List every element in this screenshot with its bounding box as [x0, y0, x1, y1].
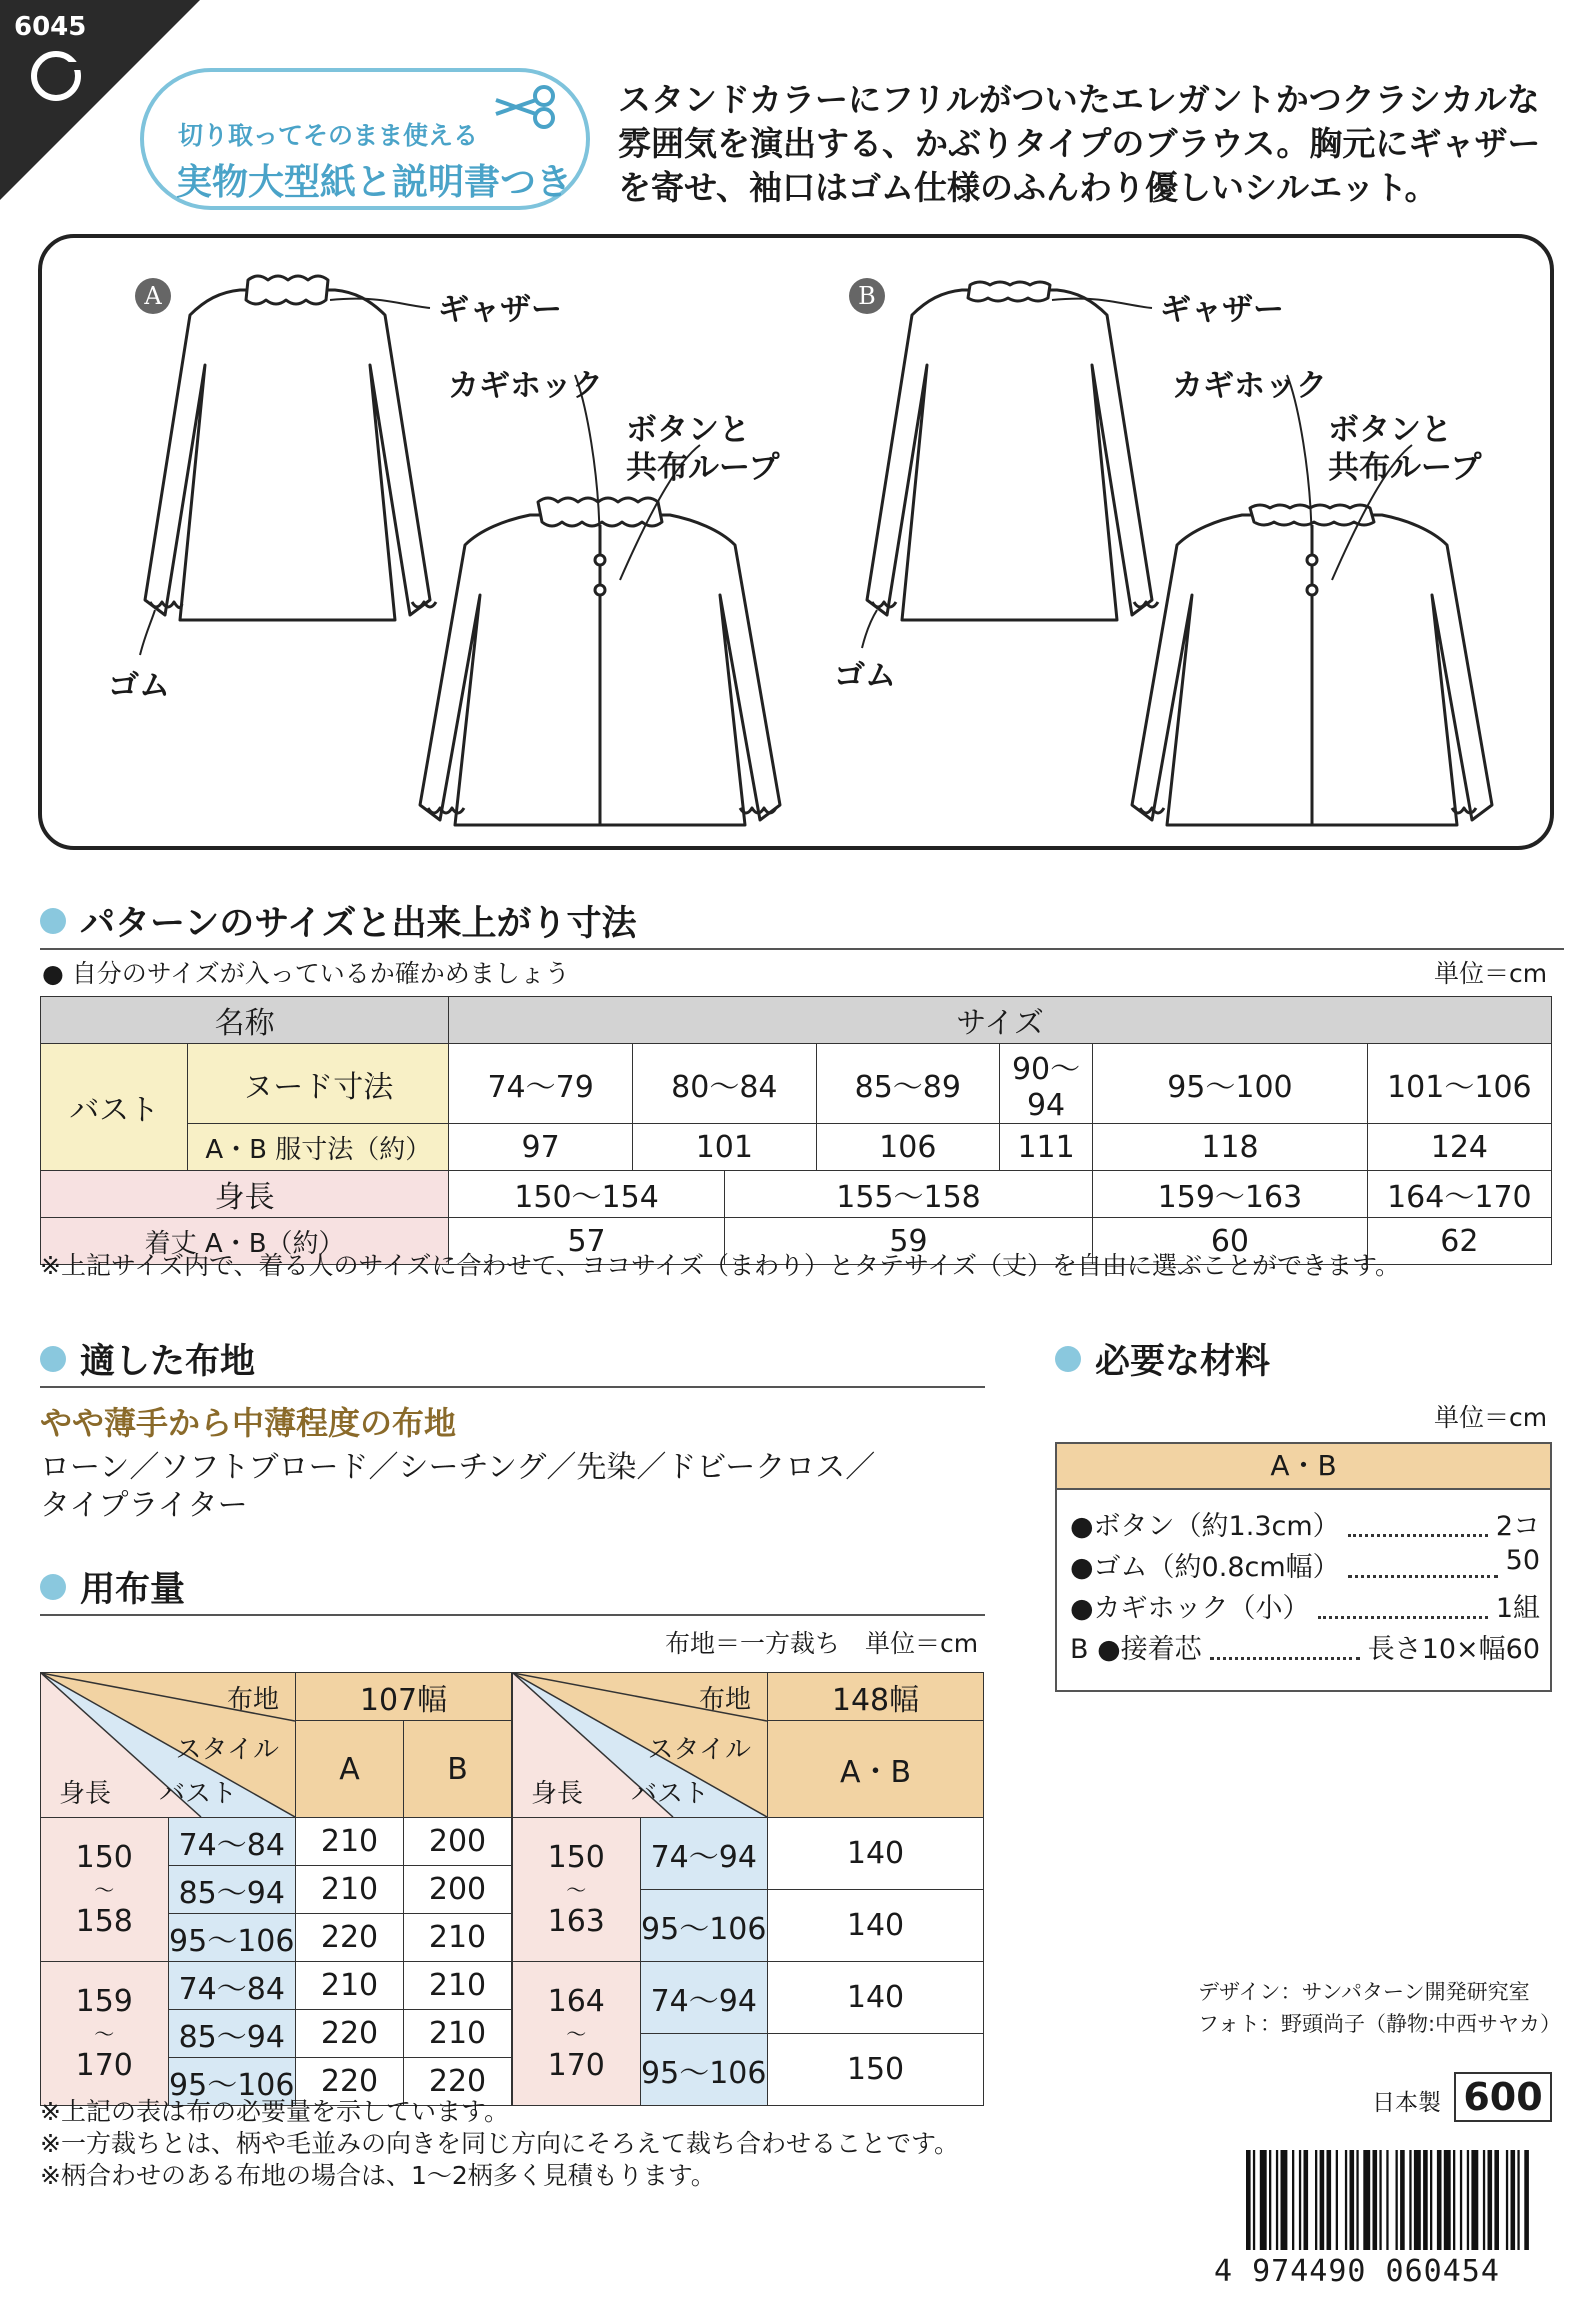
value-cell: 140 — [768, 1818, 984, 1890]
garment-label: A・B 服寸法（約） — [188, 1124, 449, 1171]
diag-fabric: 布地 — [698, 1685, 751, 1715]
value-cell: 200 — [404, 1866, 512, 1914]
barcode — [1246, 2150, 1552, 2268]
bust-cell: 74〜84 — [168, 1818, 296, 1866]
garment-4: 111 — [1000, 1124, 1093, 1171]
barcode-bar — [1363, 2150, 1370, 2250]
material-item: ●カギホック（小） 1組 — [1070, 1586, 1540, 1627]
diag-header-2 — [513, 1673, 768, 1818]
made-in: 日本製 — [1372, 2090, 1441, 2116]
value-cell: 210 — [296, 1962, 404, 2010]
garment-6: 124 — [1367, 1124, 1551, 1171]
barcode-number: 4 974490 060454 — [1214, 2254, 1500, 2289]
barcode-bar — [1379, 2150, 1381, 2250]
materials-header: A・B — [1055, 1442, 1552, 1490]
nude-4: 90〜94 — [1000, 1044, 1093, 1124]
barcode-bar — [1304, 2150, 1309, 2250]
width-148: 148幅 — [768, 1673, 984, 1721]
fabric-section-rule — [40, 1386, 985, 1388]
col-ab: A・B — [768, 1721, 984, 1818]
size-section-rule — [40, 948, 1564, 950]
barcode-bar — [1373, 2150, 1378, 2250]
barcode-bar — [1453, 2150, 1455, 2250]
nude-6: 101〜106 — [1367, 1044, 1551, 1124]
barcode-bar — [1471, 2150, 1478, 2250]
length-1: 57 — [449, 1218, 725, 1265]
label-gather-a: ギャザー — [438, 292, 562, 328]
barcode-bar — [1444, 2150, 1451, 2250]
barcode-bar — [1494, 2150, 1499, 2250]
materials-section-title: 必要な材料 — [1055, 1334, 1270, 1384]
bust-cell: 85〜94 — [168, 2010, 296, 2058]
yardage-unit: 布地＝一方裁ち 単位＝cm — [665, 1629, 979, 1658]
height-group-1: 150 〜 163 — [513, 1818, 641, 1962]
label-button-a-1: ボタンと — [626, 412, 750, 448]
value-cell: 150 — [768, 2034, 984, 2106]
blouse-b-back — [867, 282, 1158, 620]
style-a-marker: A — [135, 278, 171, 314]
diag-height: 身長 — [59, 1779, 112, 1809]
barcode-bar — [1430, 2150, 1432, 2250]
col-a: A — [296, 1721, 404, 1818]
label-gather-b: ギャザー — [1160, 292, 1284, 328]
size-unit: 単位＝cm — [1434, 959, 1548, 988]
yardage-note: ※柄合わせのある布地の場合は、1〜2柄多く見積もります。 — [40, 2161, 716, 2190]
bust-cell: 95〜106 — [640, 1890, 768, 1962]
barcode-bar — [1246, 2150, 1251, 2250]
diag-header-1 — [41, 1673, 296, 1818]
nude-1: 74〜79 — [449, 1044, 633, 1124]
size-footnote: ※上記サイズ内で、着る人のサイズに合わせて、ヨコサイズ（まわり）とタテサイズ（丈）を自由に選ぶことができます。 — [40, 1251, 1400, 1280]
nude-2: 80〜84 — [633, 1044, 816, 1124]
diag-style: スタイル — [175, 1735, 279, 1765]
height-group-1: 150 〜 158 — [41, 1818, 169, 1962]
value-cell: 220 — [296, 2058, 404, 2106]
bust-cell: 95〜106 — [640, 2034, 768, 2106]
height-4: 164〜170 — [1367, 1171, 1551, 1218]
height-1: 150〜154 — [449, 1171, 725, 1218]
product-code: 6045 — [14, 12, 87, 42]
style-b-marker: B — [849, 278, 885, 314]
barcode-bar — [1253, 2150, 1255, 2250]
length-3: 60 — [1093, 1218, 1368, 1265]
yardage-section-title: 用布量 — [40, 1562, 185, 1612]
yardage-note: ※上記の表は布の必要量を示しています。 — [40, 2097, 509, 2126]
value-cell: 220 — [296, 2010, 404, 2058]
height-group-2: 164 〜 170 — [513, 1962, 641, 2106]
barcode-bar — [1315, 2150, 1317, 2250]
col-b: B — [404, 1721, 512, 1818]
length-2: 59 — [724, 1218, 1092, 1265]
blouse-a-back — [145, 276, 436, 620]
size-subtitle: ● 自分のサイズが入っているか確かめましょう — [42, 959, 570, 988]
value-cell: 140 — [768, 1890, 984, 1962]
diag-height: 身長 — [531, 1779, 584, 1809]
fabric-weight: やや薄手から中薄程度の布地 — [40, 1404, 457, 1442]
value-cell: 220 — [404, 2058, 512, 2106]
barcode-bar — [1396, 2150, 1398, 2250]
value-cell: 200 — [404, 1818, 512, 1866]
barcode-bar — [1460, 2150, 1462, 2250]
bust-cell: 95〜106 — [168, 1914, 296, 1962]
materials-unit: 単位＝cm — [1434, 1403, 1548, 1432]
diag-bust: バスト — [631, 1779, 710, 1809]
label-hook-a: カギホック — [448, 368, 603, 404]
garment-5: 118 — [1093, 1124, 1368, 1171]
barcode-bar — [1276, 2150, 1278, 2250]
materials-list — [1070, 1504, 1540, 1668]
intro-text: スタンドカラーにフリルがついたエレガントかつクラシカルな雰囲気を演出する、かぶりタイプのブラウス。胸元にギャザーを寄せ、袖口はゴム仕様のふんわり優しいシルエット。 — [618, 80, 1541, 207]
garment-1: 97 — [449, 1124, 633, 1171]
bust-cell: 74〜94 — [640, 1818, 768, 1890]
label-hook-b: カギホック — [1172, 368, 1327, 404]
label-button-b-2: 共布ループ — [1328, 450, 1482, 486]
value-cell: 210 — [404, 1962, 512, 2010]
value-cell: 210 — [296, 1866, 404, 1914]
value-cell: 210 — [296, 1818, 404, 1866]
yardage-table-107 — [40, 1672, 512, 2106]
header-name: 名称 — [41, 997, 449, 1044]
barcode-bar — [1506, 2150, 1508, 2250]
height-group-2: 159 〜 170 — [41, 1962, 169, 2106]
label-button-a-2: 共布ループ — [626, 450, 780, 486]
value-cell: 220 — [296, 1914, 404, 1962]
header-size: サイズ — [449, 997, 1552, 1044]
barcode-bar — [1320, 2150, 1325, 2250]
barcode-bar — [1260, 2150, 1267, 2250]
yardage-notes — [40, 2096, 959, 2192]
diag-fabric: 布地 — [226, 1685, 279, 1715]
barcode-bar — [1281, 2150, 1288, 2250]
diag-style: スタイル — [647, 1735, 751, 1765]
label-button-b-1: ボタンと — [1328, 412, 1452, 448]
diag-bust: バスト — [159, 1779, 238, 1809]
barcode-bar — [1423, 2150, 1428, 2250]
credit-photo: フォト：野頭尚子（静物:中西サヤカ） — [1198, 2012, 1562, 2036]
bust-cell: 95〜106 — [168, 2058, 296, 2106]
bust-cell: 74〜94 — [640, 1962, 768, 2034]
credits — [1198, 1976, 1561, 2040]
badge-line1: 切り取ってそのまま使える — [178, 121, 479, 150]
barcode-bar — [1400, 2150, 1405, 2250]
barcode-bar — [1327, 2150, 1332, 2250]
label-elastic-b: ゴム — [834, 658, 896, 694]
value-cell: 210 — [404, 2010, 512, 2058]
price-box: 600 — [1454, 2072, 1552, 2122]
size-table — [40, 996, 1552, 1265]
value-cell: 140 — [768, 1962, 984, 2034]
length-4: 62 — [1367, 1218, 1551, 1265]
barcode-bar — [1467, 2150, 1469, 2250]
label-elastic-a: ゴム — [108, 668, 170, 704]
barcode-bar — [1336, 2150, 1338, 2250]
barcode-bar — [1269, 2150, 1271, 2250]
scissors-icon — [490, 82, 560, 132]
yardage-note: ※一方裁ちとは、柄や毛並みの向きを同じ方向にそろえて裁ち合わせることです。 — [40, 2129, 959, 2158]
nude-3: 85〜89 — [816, 1044, 999, 1124]
barcode-bar — [1386, 2150, 1388, 2250]
nude-label: ヌード寸法 — [188, 1044, 449, 1124]
fabric-types-2: タイプライター — [40, 1488, 248, 1523]
bust-cell: 85〜94 — [168, 1866, 296, 1914]
height-label: 身長 — [41, 1171, 449, 1218]
credit-design: デザイン：サンパターン開発研究室 — [1198, 1980, 1530, 2004]
barcode-bar — [1299, 2150, 1301, 2250]
length-label: 着丈 A・B（約） — [41, 1218, 449, 1265]
material-item: B ●接着芯 長さ10×幅60 — [1070, 1627, 1540, 1668]
height-2: 155〜158 — [724, 1171, 1092, 1218]
barcode-bar — [1345, 2150, 1347, 2250]
barcode-bar — [1511, 2150, 1516, 2250]
yardage-table-148 — [512, 1672, 984, 2106]
barcode-bar — [1356, 2150, 1358, 2250]
value-cell: 210 — [404, 1914, 512, 1962]
barcode-bar — [1524, 2150, 1529, 2250]
bust-cell: 74〜84 — [168, 1962, 296, 2010]
width-107: 107幅 — [296, 1673, 512, 1721]
bust-label: バスト — [41, 1044, 188, 1171]
yardage-section-rule — [40, 1614, 985, 1616]
nude-5: 95〜100 — [1093, 1044, 1368, 1124]
barcode-bar — [1483, 2150, 1485, 2250]
fabric-types-1: ローン／ソフトブロード／シーチング／先染／ドビークロス／ — [40, 1450, 876, 1485]
size-section-title: パターンのサイズと出来上がり寸法 — [40, 896, 637, 946]
material-item: ●ゴム（約0.8cm幅） 50 — [1070, 1545, 1540, 1583]
blouse-illustrations — [40, 240, 1550, 845]
fabric-section-title: 適した布地 — [40, 1334, 255, 1384]
barcode-bar — [1414, 2150, 1421, 2250]
garment-3: 106 — [816, 1124, 999, 1171]
barcode-bar — [1517, 2150, 1519, 2250]
material-item: ●ボタン（約1.3cm） 2コ — [1070, 1504, 1540, 1545]
badge-line2: 実物大型紙と説明書つき — [176, 162, 573, 203]
garment-2: 101 — [633, 1124, 816, 1171]
barcode-bar — [1292, 2150, 1294, 2250]
barcode-bar — [1350, 2150, 1355, 2250]
barcode-bar — [1488, 2150, 1493, 2250]
barcode-bar — [1437, 2150, 1442, 2250]
height-3: 159〜163 — [1093, 1171, 1368, 1218]
barcode-bar — [1409, 2150, 1411, 2250]
